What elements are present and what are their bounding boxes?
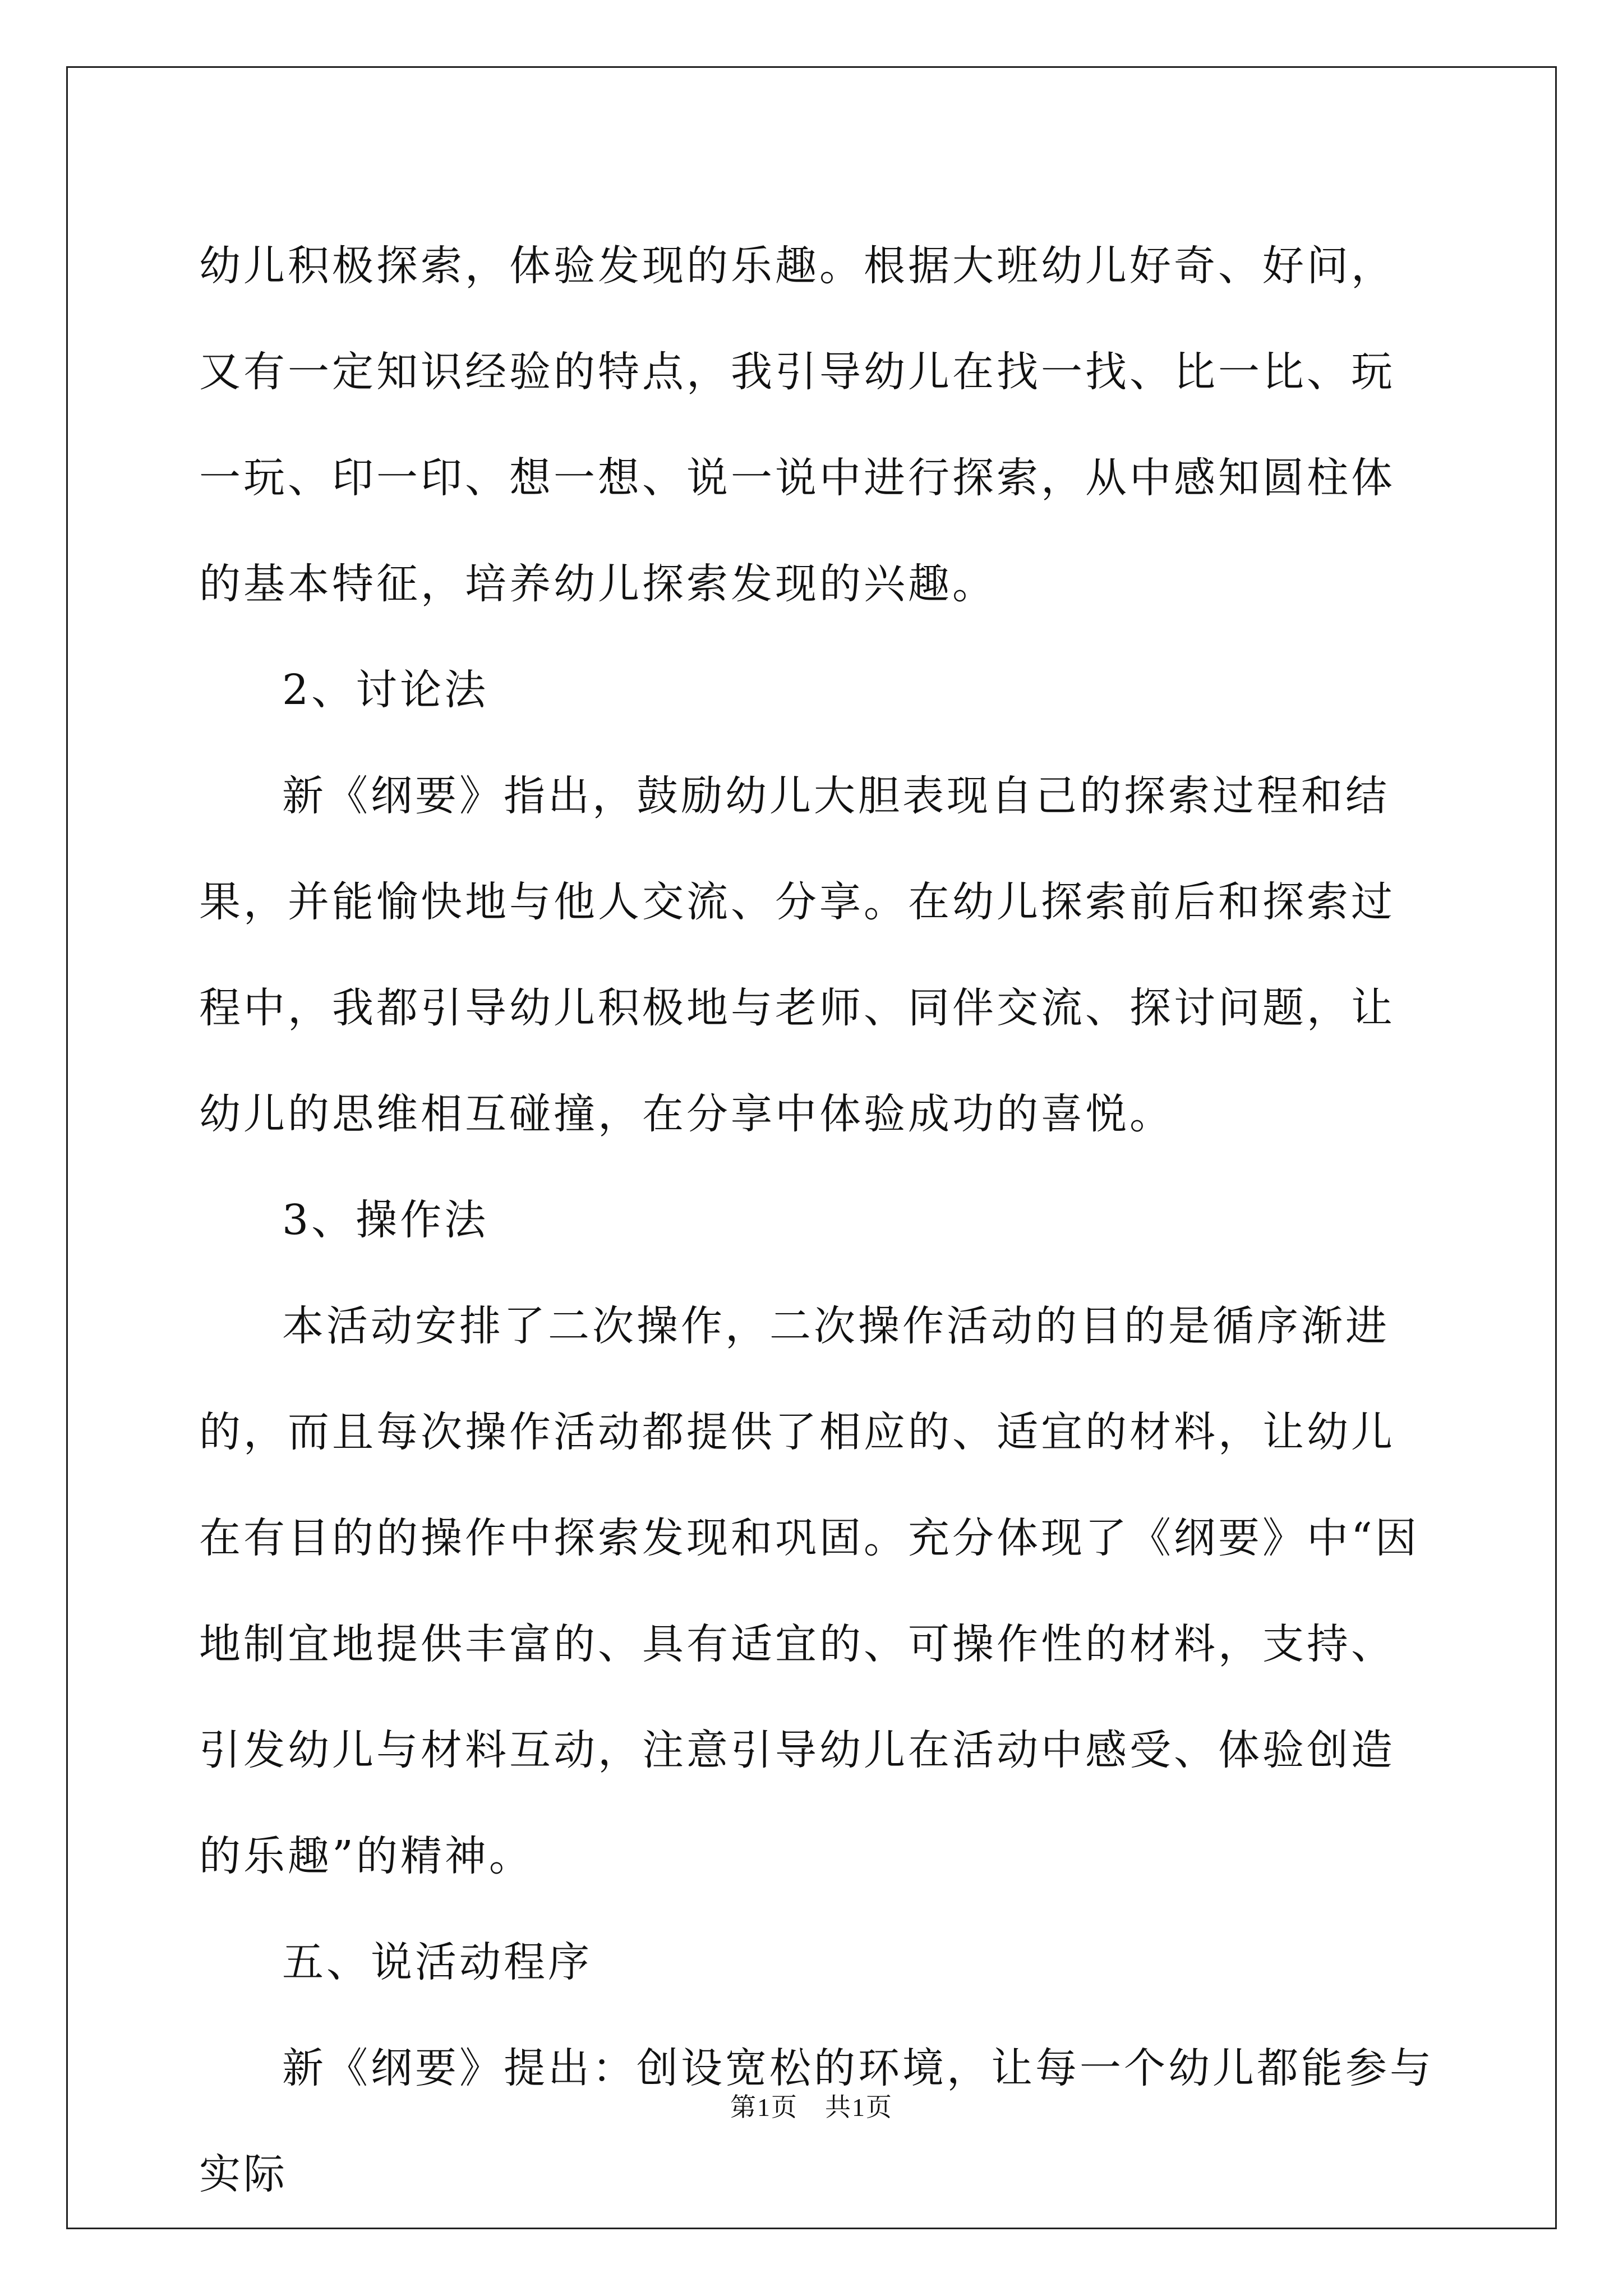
paragraph-operation: 本活动安排了二次操作，二次操作活动的目的是循序渐进的，而且每次操作活动都提供了相应的、适宜的材料，让幼儿在有目的的操作中探索发现和巩固。充分体现了《纲要》中“因地制宜地提供丰富的、具有适宜的、可操作性的材料，支持、引发幼儿与材料互动，注意引导幼儿在活动中感受、体验创造的乐趣”的精神。: [199, 1302, 1419, 1880]
paragraph-discussion: 新《纲要》指出，鼓励幼儿大胆表现自己的探索过程和结果，并能愉快地与他人交流、分享。在幼儿探索前后和探索过程中，我都引导幼儿积极地与老师、同伴交流、探讨问题，让幼儿的思维相互碰撞，在分享中体验成功的喜悦。: [199, 772, 1395, 1138]
paragraph-continuation: 幼儿积极探索，体验发现的乐趣。根据大班幼儿好奇、好问，又有一定知识经验的特点，我引导幼儿在找一找、比一比、玩一玩、印一印、想一想、说一说中进行探索，从中感知圆柱体的基本特征，培养幼儿探索发现的兴趣。: [199, 242, 1395, 608]
document-body: [199, 213, 1438, 2228]
page-footer: 第1页 共1页: [730, 2093, 893, 2122]
heading-operation-method: 3、操作法: [282, 1196, 489, 1244]
heading-discussion-method: 2、讨论法: [282, 666, 489, 714]
heading-activity-procedure: 五、说活动程序: [282, 1938, 592, 1986]
paragraph-procedure: 新《纲要》提出：创设宽松的环境，让每一个幼儿都能参与实际: [199, 2044, 1434, 2198]
